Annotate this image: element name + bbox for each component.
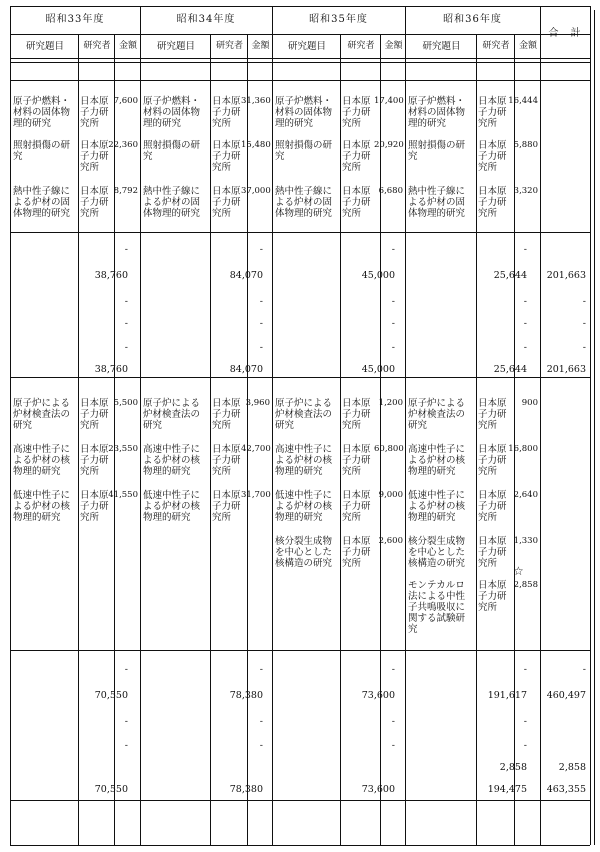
research-institute: 日本原子力研究所: [342, 398, 371, 431]
summary1-dash: -: [582, 318, 586, 329]
summary1-dash: -: [391, 318, 395, 329]
research-topic: 核分裂生成物を中心とした核構造の研究: [408, 536, 466, 569]
grid-line: [10, 800, 590, 801]
subheader-researcher: 研究者: [83, 41, 111, 51]
research-institute: 日本原子力研究所: [478, 398, 507, 431]
summary2-dash: -: [124, 664, 128, 675]
frame-shadow: [594, 10, 595, 845]
grid-line: [590, 6, 591, 845]
subheader-amount: 金額: [118, 41, 137, 51]
grid-line: [10, 845, 590, 846]
research-amount: 41,550: [108, 490, 138, 500]
research-topic: 原子炉燃料・材料の固体物理的研究: [13, 96, 71, 129]
subheader-researcher: 研究者: [482, 41, 510, 51]
grid-line: [540, 6, 541, 845]
research-amount: 5,880: [513, 140, 538, 150]
summary2-dash: -: [523, 716, 527, 727]
summary1-value: 38,760: [94, 270, 128, 281]
summary2-dash: -: [391, 716, 395, 727]
year-header: 昭和35年度: [309, 14, 368, 25]
research-institute: 日本原子力研究所: [212, 140, 241, 173]
research-institute: 日本原子力研究所: [342, 536, 371, 569]
research-topic: 低速中性子による炉材の核物理的研究: [13, 490, 71, 523]
summary2-dash: -: [391, 664, 395, 675]
research-institute: 日本原子力研究所: [478, 490, 507, 523]
summary2-dash: -: [523, 740, 527, 751]
summary1-value: 38,760: [94, 364, 128, 375]
summary2-dash: -: [523, 664, 527, 675]
research-amount: 20,920: [374, 140, 404, 150]
summary2-value: 73,600: [361, 784, 395, 795]
research-topic: 原子炉による炉材検査法の研究: [275, 398, 333, 431]
grid-line: [10, 6, 590, 7]
research-topic: 熱中性子線による炉材の固体物理的研究: [13, 186, 71, 219]
summary1-dash: -: [124, 244, 128, 255]
summary2-dash: -: [259, 716, 263, 727]
research-topic: 原子炉による炉材検査法の研究: [143, 398, 201, 431]
research-amount: 31,700: [241, 490, 271, 500]
summary1-dash: -: [523, 342, 527, 353]
subheader-researcher: 研究者: [215, 41, 243, 51]
summary2-value: 78,380: [229, 690, 263, 701]
research-topic: 原子炉による炉材検査法の研究: [408, 398, 466, 431]
summary1-dash: -: [391, 244, 395, 255]
research-topic: 照射損傷の研究: [13, 140, 71, 162]
grid-line: [10, 6, 11, 845]
grid-line: [272, 6, 273, 845]
summary2-value: 73,600: [361, 690, 395, 701]
research-amount: 8,792: [113, 186, 138, 196]
research-topic: 熱中性子線による炉材の固体物理的研究: [408, 186, 466, 219]
summary2-value: 70,550: [94, 690, 128, 701]
research-institute: 日本原子力研究所: [80, 140, 109, 173]
summary1-value: 45,000: [361, 364, 395, 375]
grid-line: [10, 58, 590, 59]
grid-line: [405, 6, 406, 845]
summary1-dash: -: [259, 296, 263, 307]
research-amount: 37,000: [241, 186, 271, 196]
research-topic: 照射損傷の研究: [275, 140, 333, 162]
summary1-dash: -: [523, 296, 527, 307]
summary2-value: 460,497: [546, 690, 586, 701]
research-amount: 42,700: [241, 444, 271, 454]
research-institute: 日本原子力研究所: [342, 140, 371, 173]
summary1-dash: -: [523, 318, 527, 329]
research-topic: モンテカルロ法による中性子共鳴吸収に関する試験研究: [408, 580, 466, 635]
research-topic: 低速中性子による炉材の核物理的研究: [143, 490, 201, 523]
summary1-dash: -: [124, 318, 128, 329]
summary1-dash: -: [124, 296, 128, 307]
grid-line: [140, 6, 141, 845]
subheader-researcher: 研究者: [347, 41, 375, 51]
research-topic: 原子炉燃料・材料の固体物理的研究: [408, 96, 466, 129]
research-topic: 熱中性子線による炉材の固体物理的研究: [143, 186, 201, 219]
summary1-dash: -: [259, 342, 263, 353]
research-institute: 日本原子力研究所: [212, 186, 241, 219]
summary1-value: 25,644: [493, 270, 527, 281]
summary1-value: 25,644: [493, 364, 527, 375]
summary2-value: 191,617: [487, 690, 527, 701]
summary2-dash: -: [124, 740, 128, 751]
grid-line: [10, 377, 590, 378]
research-topic: 熱中性子線による炉材の固体物理的研究: [275, 186, 333, 219]
summary1-dash: -: [124, 342, 128, 353]
summary2-dash: -: [582, 664, 586, 675]
research-institute: 日本原子力研究所: [478, 444, 507, 477]
research-institute: 日本原子力研究所: [478, 140, 507, 173]
research-amount: 900: [521, 398, 538, 408]
year-header: 昭和34年度: [176, 14, 236, 25]
research-institute: 日本原子力研究所: [478, 580, 507, 613]
research-topic: 低速中性子による炉材の核物理的研究: [408, 490, 466, 523]
research-amount: 16,800: [508, 444, 538, 454]
subheader-amount: 金額: [384, 41, 403, 51]
research-amount: 15,480: [241, 140, 271, 150]
subheader-topic: 研究題目: [287, 41, 326, 52]
research-topic: 高速中性子による炉材の核物理的研究: [143, 444, 201, 477]
grid-line: [10, 34, 590, 35]
research-amount: 6,680: [378, 186, 403, 196]
summary1-dash: -: [582, 296, 586, 307]
research-institute: 日本原子力研究所: [342, 490, 371, 523]
research-institute: 日本原子力研究所: [478, 186, 507, 219]
summary1-dash: -: [259, 244, 263, 255]
summary1-dash: -: [391, 342, 395, 353]
grid-line: [10, 80, 590, 81]
research-amount: 22,360: [108, 140, 138, 150]
research-institute: 日本原子力研究所: [212, 490, 241, 523]
research-institute: 日本原子力研究所: [80, 186, 109, 219]
research-amount: 3,960: [245, 398, 270, 408]
star-mark: ☆: [513, 564, 524, 578]
summary1-value: 84,070: [229, 364, 263, 375]
research-institute: 日本原子力研究所: [80, 490, 109, 523]
research-amount: 5,500: [113, 398, 138, 408]
research-topic: 原子炉による炉材検査法の研究: [13, 398, 71, 431]
research-institute: 日本原子力研究所: [212, 398, 241, 431]
research-amount: 2,858: [513, 580, 538, 590]
grid-line: [10, 232, 590, 233]
research-institute: 日本原子力研究所: [80, 444, 109, 477]
research-amount: 1,330: [513, 536, 538, 546]
summary1-value: 84,070: [229, 270, 263, 281]
research-topic: 低速中性子による炉材の核物理的研究: [275, 490, 333, 523]
research-institute: 日本原子力研究所: [342, 96, 371, 129]
research-amount: 7,600: [113, 96, 138, 106]
subheader-topic: 研究題目: [156, 41, 195, 52]
summary2-dash: -: [259, 664, 263, 675]
research-topic: 原子炉燃料・材料の固体物理的研究: [143, 96, 201, 129]
summary2-dash: -: [391, 740, 395, 751]
summary1-dash: -: [391, 296, 395, 307]
grid-line: [10, 62, 590, 63]
subheader-topic: 研究題目: [422, 41, 461, 52]
research-amount: 9,000: [378, 490, 403, 500]
summary2-value: 2,858: [499, 762, 527, 773]
total-header: 合 計: [548, 28, 582, 39]
research-institute: 日本原子力研究所: [342, 444, 371, 477]
research-topic: 照射損傷の研究: [408, 140, 466, 162]
subheader-amount: 金額: [518, 41, 537, 51]
research-topic: 核分裂生成物を中心とした核構造の研究: [275, 536, 333, 569]
research-amount: 1,200: [378, 398, 403, 408]
year-header: 昭和36年度: [443, 14, 502, 25]
research-amount: 16,444: [508, 96, 538, 106]
research-amount: 60,800: [374, 444, 404, 454]
research-amount: 31,360: [241, 96, 271, 106]
research-institute: 日本原子力研究所: [478, 536, 507, 569]
research-institute: 日本原子力研究所: [478, 96, 507, 129]
summary2-value: 194,475: [487, 784, 527, 795]
summary2-dash: -: [259, 740, 263, 751]
research-amount: 2,640: [513, 490, 538, 500]
year-header: 昭和33年度: [45, 14, 105, 25]
summary1-dash: -: [259, 318, 263, 329]
research-institute: 日本原子力研究所: [212, 96, 241, 129]
research-amount: 3,320: [513, 186, 538, 196]
research-topic: 高速中性子による炉材の核物理的研究: [408, 444, 466, 477]
summary2-value: 78,380: [229, 784, 263, 795]
summary2-value: 2,858: [558, 762, 586, 773]
research-amount: 2,600: [378, 536, 403, 546]
research-institute: 日本原子力研究所: [80, 398, 109, 431]
grid-line: [10, 650, 590, 651]
subheader-topic: 研究題目: [25, 41, 64, 52]
subheader-amount: 金額: [251, 41, 270, 51]
research-institute: 日本原子力研究所: [212, 444, 241, 477]
research-topic: 原子炉燃料・材料の固体物理的研究: [275, 96, 333, 129]
research-topic: 照射損傷の研究: [143, 140, 201, 162]
research-topic: 高速中性子による炉材の核物理的研究: [13, 444, 71, 477]
summary1-value: 45,000: [361, 270, 395, 281]
research-institute: 日本原子力研究所: [342, 186, 371, 219]
research-institute: 日本原子力研究所: [80, 96, 109, 129]
research-amount: 17,400: [374, 96, 404, 106]
summary2-value: 70,550: [94, 784, 128, 795]
research-topic: 高速中性子による炉材の核物理的研究: [275, 444, 333, 477]
summary2-dash: -: [124, 716, 128, 727]
summary1-dash: -: [523, 244, 527, 255]
summary2-value: 463,355: [546, 784, 586, 795]
summary1-value: 201,663: [546, 364, 586, 375]
summary1-value: 201,663: [546, 270, 586, 281]
summary1-dash: -: [582, 342, 586, 353]
research-amount: 23,550: [108, 444, 138, 454]
